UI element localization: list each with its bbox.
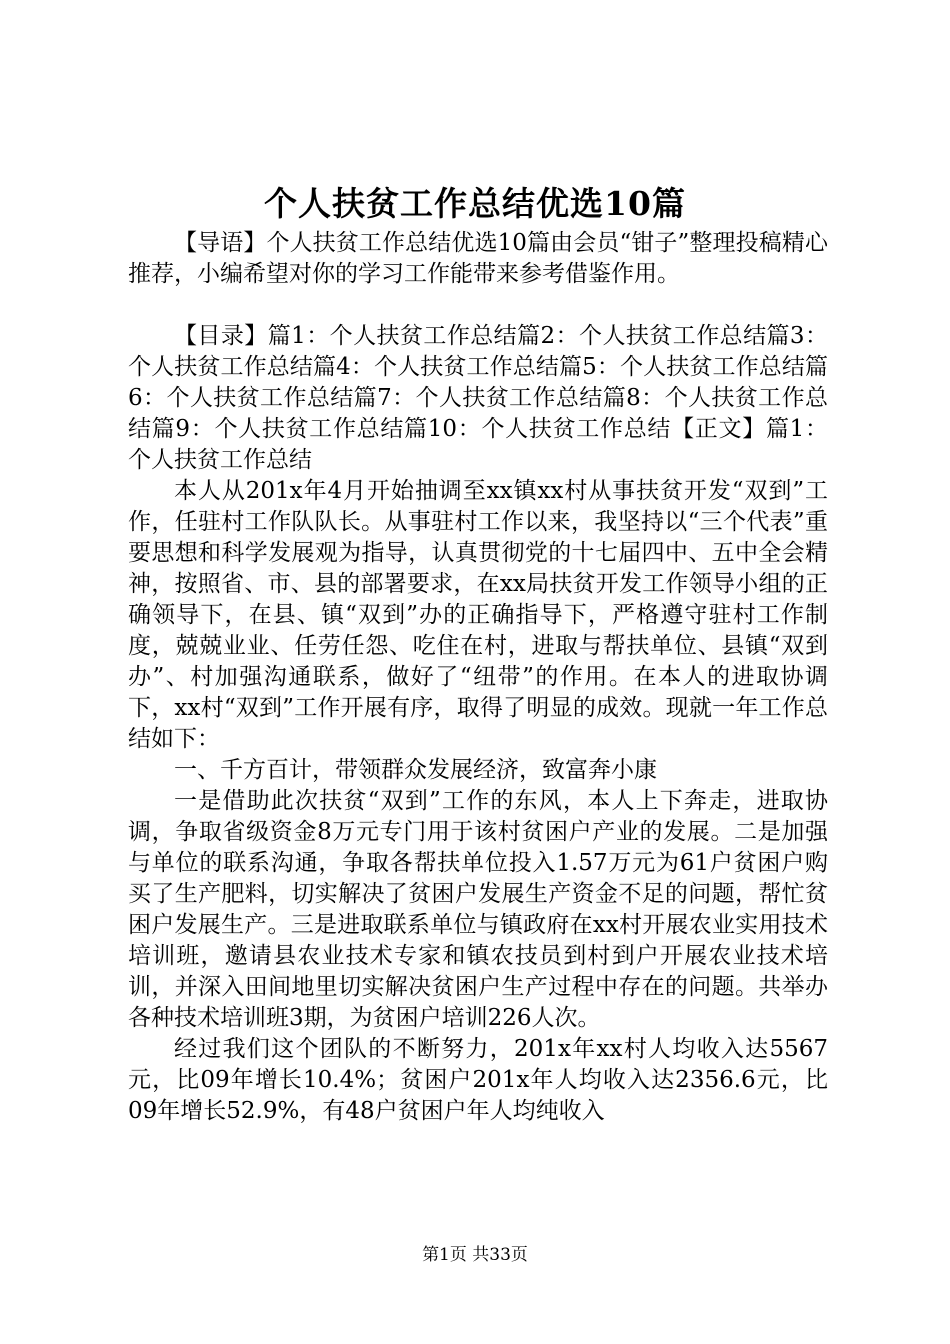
section-heading: 一、千方百计，带领群众发展经济，致富奔小康 xyxy=(174,757,657,783)
body-paragraph: 经过我们这个团队的不断努力，201x年xx村人均收入达5567元，比09年增长10.4%；贫困户201x年人均收入达2356.6元，比09年增长52.9%，有48户贫困户年人均纯收入 xyxy=(128,1036,828,1124)
table-of-contents-paragraph: 【目录】篇1：个人扶贫工作总结篇2：个人扶贫工作总结篇3：个人扶贫工作总结篇4：个人扶贫工作总结篇5：个人扶贫工作总结篇6：个人扶贫工作总结篇7：个人扶贫工作总结篇8：个人扶贫工作总结篇9：个人扶贫工作总结篇10：个人扶贫工作总结【正文】篇1：个人扶贫工作总结 xyxy=(128,323,828,473)
document-body xyxy=(128,228,828,1127)
page-footer: 第1页 共33页 xyxy=(422,1245,528,1265)
body-paragraph: 一是借助此次扶贫“双到”工作的东风，本人上下奔走，进取协调，争取省级资金8万元专门用于该村贫困户产业的发展。二是加强与单位的联系沟通，争取各帮扶单位投入1.57万元为61户贫困户购买了生产肥料，切实解决了贫困户发展生产资金不足的问题，帮忙贫困户发展生产。三是进取联系单位与镇政府在xx村开展农业实用技术培训班，邀请县农业技术专家和镇农技员到村到户开展农业技术培训，并深入田间地里切实解决贫困户生产过程中存在的问题。共举办各种技术培训班3期，为贫困户培训226人次。 xyxy=(128,788,828,1031)
intro-paragraph: 【导语】个人扶贫工作总结优选10篇由会员“钳子”整理投稿精心推荐，小编希望对你的学习工作能带来参考借鉴作用。 xyxy=(128,230,828,287)
body-paragraph: 本人从201x年4月开始抽调至xx镇xx村从事扶贫开发“双到”工作，任驻村工作队队长。从事驻村工作以来，我坚持以“三个代表”重要思想和科学发展观为指导，认真贯彻党的十七届四中、五中全会精神，按照省、市、县的部署要求，在xx局扶贫开发工作领导小组的正确领导下，在县、镇“双到”办的正确指导下，严格遵守驻村工作制度，兢兢业业、任劳任怨、吃住在村，进取与帮扶单位、县镇“双到办”、村加强沟通联系，做好了“纽带”的作用。在本人的进取协调下，xx村“双到”工作开展有序，取得了明显的成效。现就一年工作总结如下： xyxy=(128,478,828,752)
document-title: 个人扶贫工作总结优选10篇 xyxy=(264,184,686,223)
